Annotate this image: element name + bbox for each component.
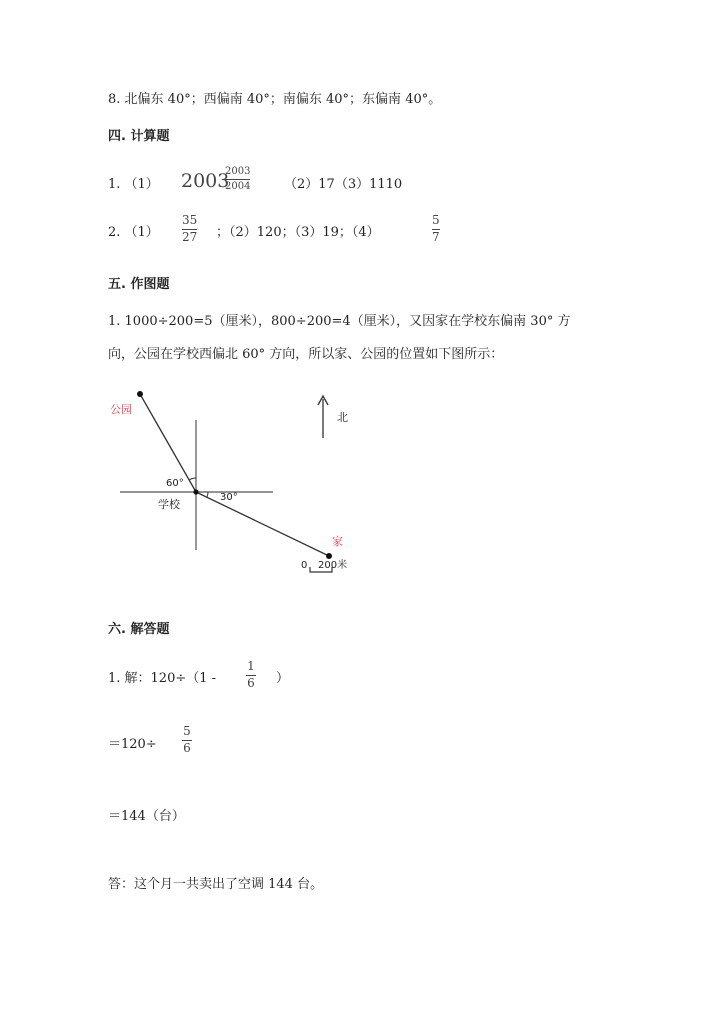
home-direction-line	[196, 492, 329, 556]
drawing-explanation-line-2: 向，公园在学校西偏北 60° 方向，所以家、公园的位置如下图所示：	[108, 347, 504, 362]
fraction-numerator: 5	[183, 724, 191, 738]
fraction-denominator: 7	[432, 229, 440, 244]
solution-line-3: ＝144（台）	[108, 809, 185, 824]
scale-label: 200米	[318, 560, 348, 571]
solution-line-1-fraction	[246, 660, 256, 691]
park-point	[137, 391, 143, 397]
final-answer: 答：这个月一共卖出了空调 144 台。	[108, 877, 324, 892]
home-label: 家	[332, 535, 343, 548]
fraction-denominator: 2004	[225, 180, 251, 192]
fraction-numerator: 1	[247, 659, 255, 673]
angle-30-label: 30°	[220, 492, 238, 503]
location-diagram	[100, 385, 370, 585]
fraction-numerator: 2003	[225, 166, 251, 177]
angle-30-arc	[207, 492, 208, 497]
school-point	[193, 489, 198, 494]
calc-2-prefix: 2. （1）	[108, 225, 159, 240]
calc-1-whole: 2003	[181, 170, 230, 192]
solution-line-1-close: ）	[276, 671, 290, 686]
calc-1-rest: （2）17（3）1110	[284, 177, 403, 192]
calc-2-middle: ；（2）120；（3）19；（4）	[216, 225, 380, 240]
angle-60-label: 60°	[166, 478, 184, 489]
solution-line-2-prefix: ＝120÷	[108, 737, 157, 752]
solution-line-2-fraction	[182, 725, 192, 756]
park-label: 公园	[110, 403, 132, 416]
drawing-explanation-line-1: 1. 1000÷200=5（厘米），800÷200=4（厘米），又因家在学校东偏南 30° 方	[108, 314, 571, 329]
section5-title: 五. 作图题	[108, 277, 170, 292]
fraction-numerator: 5	[432, 213, 440, 227]
school-label: 学校	[158, 498, 180, 511]
solution-line-1-prefix: 1. 解：120÷（1 -	[108, 671, 217, 686]
home-point	[326, 553, 332, 559]
scale-zero-label: 0	[301, 560, 308, 571]
calc-1-prefix: 1. （1）	[108, 177, 159, 192]
fraction-denominator: 6	[247, 675, 255, 690]
section6-title: 六. 解答题	[108, 622, 170, 637]
fraction-denominator: 6	[183, 740, 191, 755]
calc-2-fraction-1	[182, 214, 197, 245]
calc-2-fraction-2	[432, 214, 440, 245]
fraction-denominator: 27	[182, 229, 198, 244]
angle-60-arc	[189, 478, 196, 480]
calc-1-fraction	[225, 166, 250, 192]
north-label: 北	[337, 411, 348, 424]
q8-answer: 8. 北偏东 40°；西偏南 40°；南偏东 40°；东偏南 40°。	[108, 92, 442, 107]
section4-title: 四. 计算题	[108, 129, 170, 144]
fraction-numerator: 35	[182, 213, 198, 227]
